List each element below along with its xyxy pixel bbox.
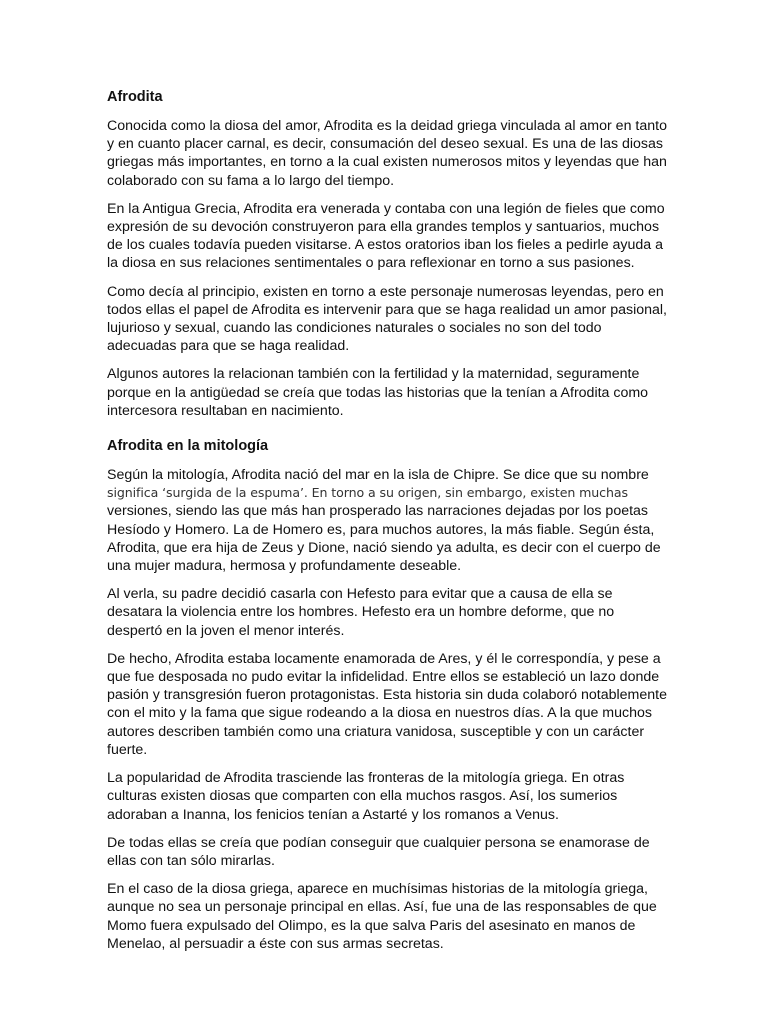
paragraph: En el caso de la diosa griega, aparece en muchísimas historias de la mitología griega, aunque no sea un personaje principal en ellas. Así, fue una de las responsables de que Momo fuera expulsado del Olimpo, es la que salva Paris del asesinato en manos de Menelao, al persuadir a éste con sus armas secretas. — [107, 881, 657, 952]
paragraph: De hecho, Afrodita estaba locamente enamorada de Ares, y él le correspondía, y pese a que fue desposada no pudo evitar la infidelidad. Entre ellos se estableció un lazo donde pasión y transgresión fueron protagonistas. Esta historia sin duda colaboró notablemente con el mito y la fama que sigue rodeando a la diosa en nuestros días. A la que muchos autores describen también como una criatura vanidosa, susceptible y con un carácter fuerte. — [107, 650, 667, 758]
paragraph-origin-text-a: Según la mitología, Afrodita nació del mar en la isla de Chipre. Se dice que su nombre — [107, 467, 649, 484]
paragraph: Algunos autores la relacionan también con la fertilidad y la maternidad, seguramente porque en la antigüedad se creía que todas las historias que la tenían a Afrodita como intercesora resultaban en nacimiento. — [107, 366, 649, 419]
paragraph: Al verla, su padre decidió casarla con Hefesto para evitar que a causa de ella se desatara la violencia entre los hombres. Hefesto era un hombre deforme, que no despertó en la joven el menor interés. — [107, 586, 615, 639]
section-heading-afrodita: Afrodita — [107, 89, 163, 105]
paragraph: Como decía al principio, existen en torno a este personaje numerosas leyendas, pero en todos ellas el papel de Afrodita es intervenir para que se haga realidad un amor pasional, lujurioso y sexual, cuando las condiciones naturales o sociales no son del todo adecuadas para que se haga realidad. — [107, 283, 667, 355]
paragraph: De todas ellas se creía que podían conseguir que cualquier persona se enamorase de ellas con tan sólo mirarlas. — [107, 834, 650, 869]
paragraph: En la Antigua Grecia, Afrodita era venerada y contaba con una legión de fieles que como expresión de su devoción construyeron para ella grandes templos y santuarios, muchos de los cuales todavía pueden visitarse. A estos oratorios iban los fieles a pedirle ayuda a la diosa en sus relaciones sentimentales o para reflexionar en torno a sus pasiones. — [107, 200, 665, 272]
paragraph: La popularidad de Afrodita trasciende las fronteras de la mitología griega. En otras culturas existen diosas que comparten con ella muchos rasgos. Así, los sumerios adoraban a Inanna, los fenicios tenían a Astarté y los romanos a Venus. — [107, 770, 625, 823]
paragraph-origin — [107, 466, 667, 575]
paragraph-origin-text-b: significa ‘surgida de la espuma’. En torno a su origen, sin embargo, existen muchas — [107, 485, 628, 501]
paragraph-origin-text-c: versiones, siendo las que más han prosperado las narraciones dejadas por los poetas Hesíodo y Homero. La de Homero es, para muchos autores, la más fiable. Según ésta, Afrodita, que era hija de Zeus y Dione, nació siendo ya adulta, es decir con el cuerpo de una mujer madura, hermosa y profundamente deseable. — [107, 503, 661, 575]
paragraph: Conocida como la diosa del amor, Afrodita es la deidad griega vinculada al amor en tanto y en cuanto placer carnal, es decir, consumación del deseo sexual. Es una de las diosas griegas más importantes, en torno a la cual existen numerosos mitos y leyendas que han colaborado con su fama a lo largo del tiempo. — [107, 118, 667, 189]
document-page — [107, 88, 667, 963]
section-heading-mitologia: Afrodita en la mitología — [107, 438, 269, 455]
